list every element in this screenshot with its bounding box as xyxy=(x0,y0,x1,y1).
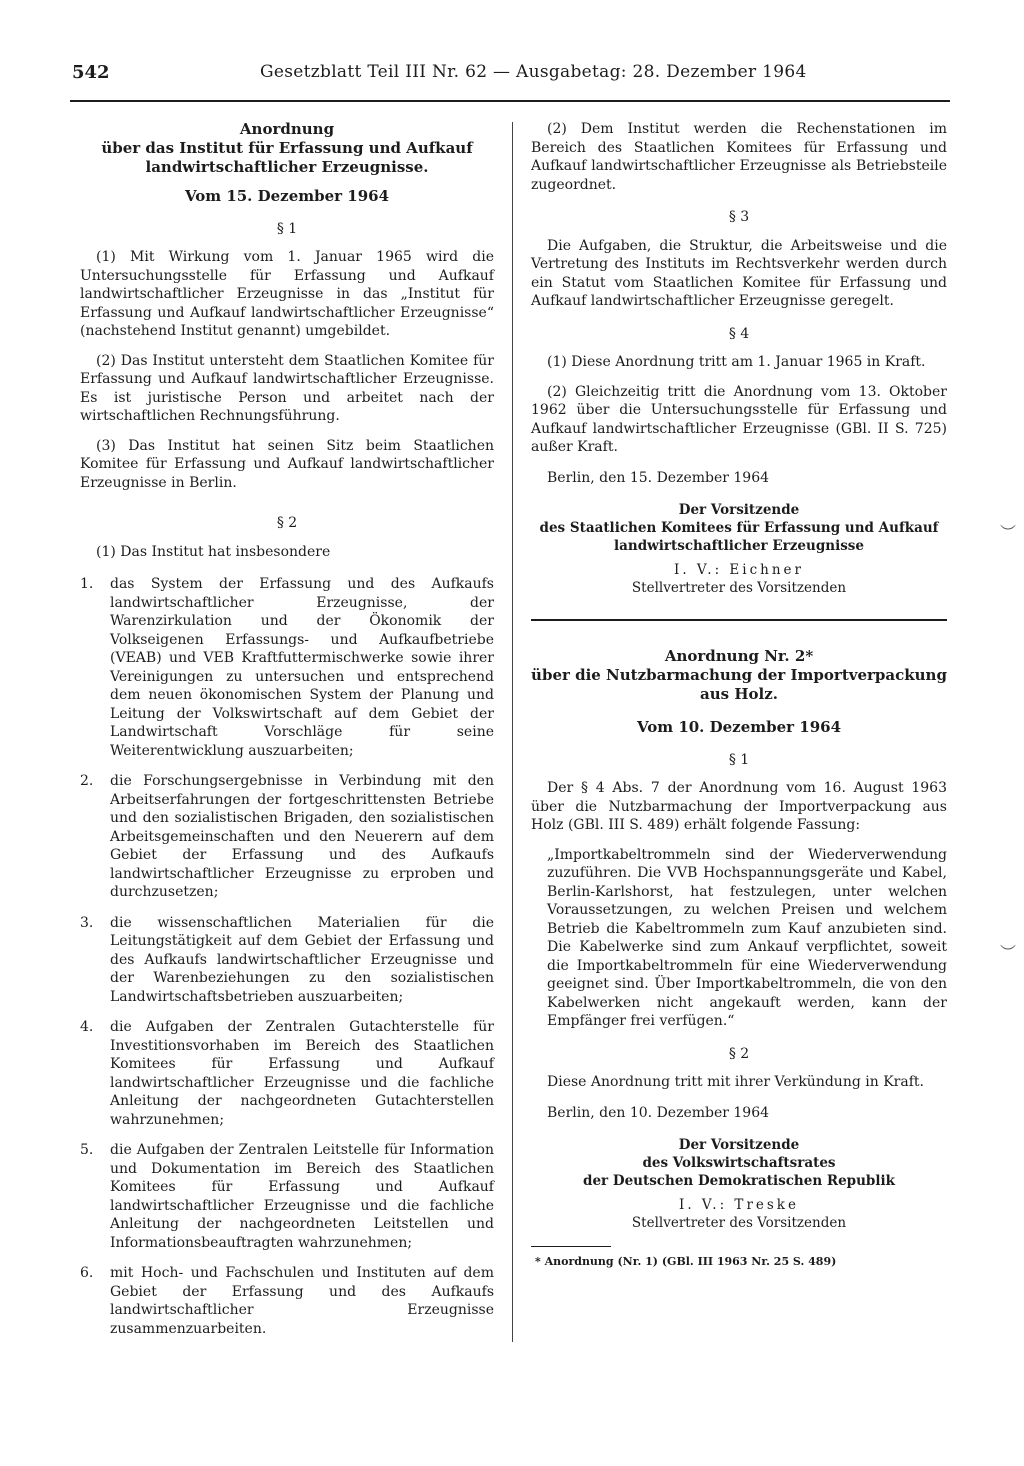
list-item-text: mit Hoch- und Fachschulen und Instituten auf dem Gebiet der Erfassung und des Aufkaufs landwirtschaftlicher Erzeugnisse zusammenzuarbeiten. xyxy=(110,1265,494,1337)
decree1-title xyxy=(80,120,494,177)
list-item-text: die wissenschaftlichen Materialien für die Leitungstätigkeit auf dem Gebiet der Erfassung und des Aufkaufs landwirtschaftlicher Erzeugnisse und der Warenbeziehungen zu den sozialistischen Landwirtschaftsbetrieben auszuarbeiten; xyxy=(110,914,494,1005)
page-number: 542 xyxy=(72,62,110,83)
list-item xyxy=(80,914,494,1007)
decree2-s1-intro: Der § 4 Abs. 7 der Anordnung vom 16. August 1963 über die Nutzbarmachung der Importverpackung aus Holz (GBl. III S. 489) erhält folgende Fassung: xyxy=(531,780,947,833)
decree2-s1-quote: „Importkabeltrommeln sind der Wiederverwendung zuzuführen. Die VVB Hochspannungsgeräte und Kabel, Berlin-Karlshorst, hat festzulegen, unter welchen Voraussetzungen, zu welchen Preisen und welchem Betrieb die Kabeltrommeln zum Kauf anzubieten sind. Die Kabelwerke sind zum Ankauf verpflichtet, soweit die Importkabeltrommeln für eine Wiederverwendung geeignet sind. Über Importkabeltrommeln, die von den Kabelwerken nicht angekauft werden, kann der Empfänger frei verfügen.“ xyxy=(547,846,947,1029)
column-divider xyxy=(512,122,513,1342)
list-item xyxy=(80,1018,494,1129)
decree2-section-2-mark: § 2 xyxy=(728,1045,750,1062)
decree2-title-line: über die Nutzbarmachung der Importverpackung xyxy=(531,666,947,684)
list-item-number: 1. xyxy=(80,576,94,592)
signature-title-line: Der Vorsitzende xyxy=(678,1137,800,1153)
list-item xyxy=(80,1141,494,1252)
decree2-signature xyxy=(531,1136,947,1232)
decree1-signature xyxy=(531,501,947,597)
decree1-s4-paragraph-1: (1) Diese Anordnung tritt am 1. Januar 1965 in Kraft. xyxy=(547,354,926,370)
decree-separator-rule xyxy=(531,619,947,621)
list-item-number: 3. xyxy=(80,914,94,931)
decree1-s4-paragraph-2: (2) Gleichzeitig tritt die Anordnung vom 13. Oktober 1962 über die Untersuchungsstelle für Erfassung und Aufkauf landwirtschaftlicher Erzeugnisse (GBl. II S. 725) außer Kraft. xyxy=(531,383,947,455)
list-item xyxy=(80,772,494,902)
signature-role: Stellvertreter des Vorsitzenden xyxy=(631,1215,847,1231)
decree1-s2-paragraph-2: (2) Dem Institut werden die Rechenstationen im Bereich des Staatlichen Komitees für Erfassung und Aufkauf landwirtschaftlicher Erzeugnisse als Betriebsteile zugeordnet. xyxy=(531,121,947,193)
footnote: * Anordnung (Nr. 1) (GBl. III 1963 Nr. 25 S. 489) xyxy=(535,1255,837,1268)
list-item xyxy=(80,575,494,760)
decree1-s1-paragraph-3: (3) Das Institut hat seinen Sitz beim Staatlichen Komitee für Erfassung und Aufkauf landwirtschaftlicher Erzeugnisse in Berlin. xyxy=(80,437,494,491)
margin-mark: ︶ xyxy=(999,523,1016,542)
decree1-s3-text: Die Aufgaben, die Struktur, die Arbeitsweise und die Vertretung des Instituts im Rechtsverkehr werden durch ein Statut vom Staatlichen Komitee für Erfassung und Aufkauf landwirtschaftlicher Erzeugnisse geregelt. xyxy=(531,237,947,309)
decree1-section-3-mark: § 3 xyxy=(728,209,750,225)
signature-role: Stellvertreter des Vorsitzenden xyxy=(631,580,847,596)
list-item-text: die Aufgaben der Zentralen Leitstelle für Information und Dokumentation im Bereich des Staatlichen Komitees für Erfassung und Aufkauf landwirtschaftlicher Erzeugnisse und die fachliche Anleitung der nachgeordneten Leitstellen und Informationsbeauftragten wahrzunehmen; xyxy=(110,1142,494,1251)
decree1-section-4-mark: § 4 xyxy=(728,325,750,342)
decree1-s2-intro: (1) Das Institut hat insbesondere xyxy=(96,543,331,560)
decree1-title-line: landwirtschaftlicher Erzeugnisse. xyxy=(145,158,429,176)
list-item xyxy=(80,1264,494,1338)
footnote-rule xyxy=(531,1246,611,1247)
signature-title-line: landwirtschaftlicher Erzeugnisse xyxy=(614,538,864,554)
margin-mark: ︶ xyxy=(999,943,1016,962)
signature-name: I. V.: Eichner xyxy=(673,562,804,578)
decree1-section-2-mark: § 2 xyxy=(276,515,298,531)
decree2-place-date: Berlin, den 10. Dezember 1964 xyxy=(547,1104,770,1121)
right-column xyxy=(531,120,947,1272)
decree1-place-date: Berlin, den 15. Dezember 1964 xyxy=(547,469,770,486)
page-header xyxy=(70,60,950,102)
list-item-number: 2. xyxy=(80,773,94,789)
decree2-date: Vom 10. Dezember 1964 xyxy=(636,718,842,736)
decree2-title xyxy=(531,647,947,704)
list-item-text: die Forschungsergebnisse in Verbindung mit den Arbeitserfahrungen der fortgeschrittensten Betriebe und den sozialistischen Brigaden, den sozialistischen Arbeitsgemeinschaften und den Neuerern auf dem Gebiet der Erfassung und des Aufkaufs landwirtschaftlicher Erzeugnisse zu erproben und durchzusetzen; xyxy=(110,773,494,900)
decree2-s2-text: Diese Anordnung tritt mit ihrer Verkündung in Kraft. xyxy=(547,1074,924,1090)
list-item-number: 5. xyxy=(80,1142,94,1158)
list-item-text: die Aufgaben der Zentralen Gutachterstelle für Investitionsvorhaben im Bereich des Staatlichen Komitees für Erfassung und Aufkauf landwirtschaftlicher Erzeugnisse und die fachliche Anleitung der nachgeordneten Gutachterstellen wahrzunehmen; xyxy=(110,1019,494,1128)
signature-title-line: Der Vorsitzende xyxy=(678,502,800,518)
list-item-number: 4. xyxy=(80,1019,94,1035)
decree2-section-1-mark: § 1 xyxy=(728,751,750,768)
decree1-section-1-mark: § 1 xyxy=(276,220,298,237)
decree1-s1-paragraph-2: (2) Das Institut untersteht dem Staatlichen Komitee für Erfassung und Aufkauf landwirtschaftlicher Erzeugnisse. Es ist juristische Person und arbeitet nach der wirtschaftlichen Rechnungsführung. xyxy=(80,352,494,424)
decree1-date: Vom 15. Dezember 1964 xyxy=(184,187,390,205)
decree1-s1-paragraph-1: (1) Mit Wirkung vom 1. Januar 1965 wird die Untersuchungsstelle für Erfassung und Aufkauf landwirtschaftlicher Erzeugnisse in das „Institut für Erfassung und Aufkauf landwirtschaftlicher Erzeugnisse“ (nachstehend Institut genannt) umgebildet. xyxy=(80,249,494,339)
decree1-title-line: Anordnung xyxy=(239,120,335,138)
signature-title-line: der Deutschen Demokratischen Republik xyxy=(583,1173,895,1189)
running-head: Gesetzblatt Teil III Nr. 62 — Ausgabetag: 28. Dezember 1964 xyxy=(260,62,807,82)
signature-title-line: des Volkswirtschaftsrates xyxy=(642,1155,836,1171)
signature-title-line: des Staatlichen Komitees für Erfassung und Aufkauf xyxy=(539,520,939,536)
list-item-number: 6. xyxy=(80,1265,94,1281)
left-column xyxy=(80,120,494,1350)
list-item-text: das System der Erfassung und des Aufkaufs landwirtschaftlicher Erzeugnisse, der Warenzirkulation und der Ökonomik der Volkseigenen Erfassungs- und Aufkaufbetriebe (VEAB) und VEB Kraftfuttermischwerke sowie ihrer Vereinigungen zu untersuchen und entsprechend dem neuen ökonomischen System der Planung und Leitung der Volkswirtschaft auf dem Gebiet der Landwirtschaft Vorschläge für seine Weiterentwicklung auszuarbeiten; xyxy=(110,576,494,759)
decree2-title-line: aus Holz. xyxy=(700,685,778,703)
decree2-title-line: Anordnung Nr. 2* xyxy=(664,647,814,665)
decree1-title-line: über das Institut für Erfassung und Aufkauf xyxy=(101,139,473,157)
signature-name: I. V.: Treske xyxy=(679,1197,799,1213)
